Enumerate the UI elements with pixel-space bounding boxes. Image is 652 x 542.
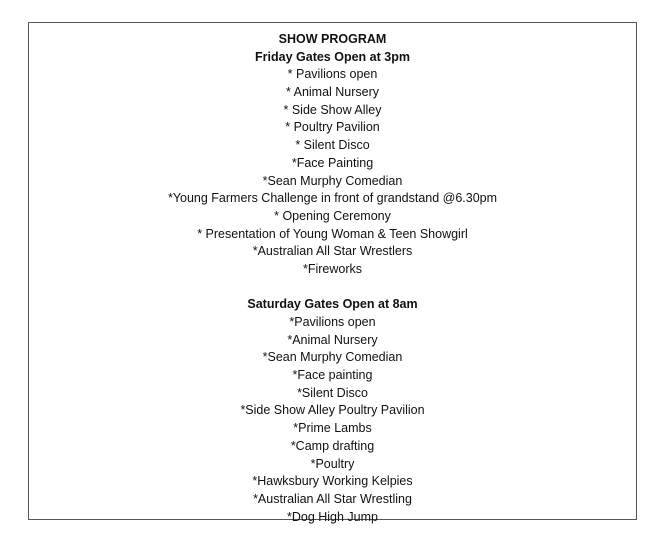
- saturday-item: *Silent Disco: [297, 385, 368, 400]
- friday-heading: Friday Gates Open at 3pm: [255, 49, 410, 64]
- friday-item: * Poultry Pavilion: [285, 120, 380, 135]
- saturday-item: *Pavilions open: [289, 315, 376, 329]
- saturday-item: *Australian All Star Wrestling: [253, 491, 412, 506]
- friday-item: *Fireworks: [302, 261, 363, 276]
- saturday-heading: Saturday Gates Open at 8am: [247, 297, 418, 312]
- friday-item: * Opening Ceremony: [274, 208, 391, 223]
- friday-item: *Australian All Star Wrestlers: [252, 244, 413, 259]
- friday-item: * Presentation of Young Woman & Teen Showgirl: [197, 226, 468, 241]
- saturday-item: *Poultry: [310, 456, 355, 471]
- saturday-item: *Face painting: [292, 368, 373, 383]
- saturday-item: *Camp drafting: [290, 438, 375, 453]
- saturday-item: *Sean Murphy Comedian: [262, 350, 403, 365]
- friday-item: * Silent Disco: [295, 138, 370, 153]
- friday-item: * Side Show Alley: [283, 102, 382, 117]
- section-gap: [29, 279, 636, 297]
- friday-item: * Pavilions open: [287, 67, 378, 82]
- friday-item: *Face Painting: [291, 155, 374, 170]
- program-title: SHOW PROGRAM: [278, 32, 387, 46]
- saturday-item: *Side Show Alley Poultry Pavilion: [240, 403, 425, 418]
- saturday-item: *Prime Lambs: [293, 421, 372, 436]
- program-content: [29, 31, 636, 526]
- friday-item: *Young Farmers Challenge in front of grandstand @6.30pm: [167, 191, 498, 206]
- friday-item: *Sean Murphy Comedian: [262, 173, 403, 188]
- friday-item: * Animal Nursery: [285, 85, 380, 100]
- saturday-item: *Dog High Jump: [286, 509, 378, 524]
- program-frame: [28, 22, 637, 524]
- saturday-item: *Animal Nursery: [287, 332, 378, 347]
- saturday-item: *Hawksbury Working Kelpies: [252, 474, 413, 489]
